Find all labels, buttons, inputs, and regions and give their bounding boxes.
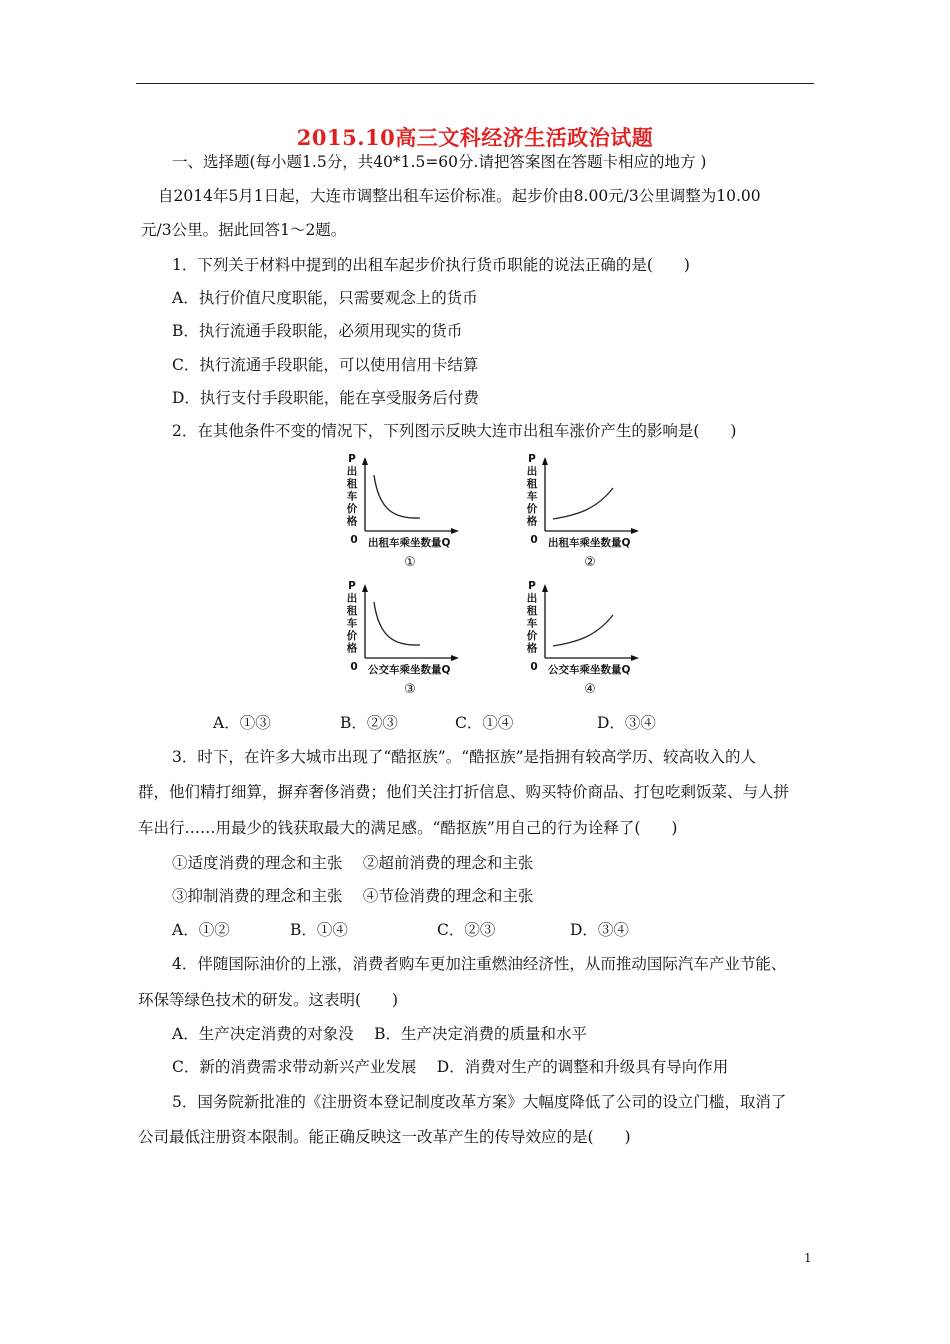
- chart-3-ylabel-char: 出: [346, 592, 358, 605]
- q4-option-ab: A．生产决定消费的对象没 B．生产决定消费的质量和水平: [172, 1025, 588, 1043]
- q1-option-b: B．执行流通手段职能，必须用现实的货币: [172, 322, 463, 340]
- chart-2-ylabel-char: 格: [526, 515, 538, 528]
- chart-2-origin: 0: [530, 534, 538, 546]
- q3-option-b: B．①④: [290, 921, 348, 939]
- q3-stem-line-2: 群，他们精打细算，摒弃奢侈消费；他们关注打折信息、购买特价商品、打包吃剩饭菜、与人拼: [138, 783, 790, 801]
- chart-3-ylabel-char: 租: [346, 605, 358, 617]
- chart-2-ylabel-char: 车: [526, 490, 538, 503]
- chart-4-ylabel-char: 租: [526, 605, 538, 617]
- chart-2-ylabel-char: 租: [526, 478, 538, 490]
- chart-4-x-arrow: [631, 655, 639, 661]
- chart-4-ylabel-char: 价: [526, 630, 538, 642]
- chart-3-panel-label: ③: [404, 682, 416, 697]
- chart-4-ylabel-char: 车: [526, 617, 538, 630]
- chart-2-x-arrow: [631, 528, 639, 534]
- chart-3-ylabel-char: 价: [346, 630, 358, 642]
- q2-option-d: D．③④: [597, 714, 656, 732]
- q2-stem: 2．在其他条件不变的情况下，下列图示反映大连市出租车涨价产生的影响是( ): [172, 422, 737, 440]
- chart-1-ylabel-char: 格: [346, 515, 358, 528]
- chart-4-curve: [553, 615, 613, 646]
- chart-2-y-arrow: [542, 457, 548, 465]
- q2-option-b: B．②③: [340, 714, 398, 732]
- q4-stem-line-1: 4．伴随国际油价的上涨，消费者购车更加注重燃油经济性，从而推动国际汽车产业节能、: [172, 955, 787, 973]
- q1-option-c: C．执行流通手段职能，可以使用信用卡结算: [172, 356, 479, 374]
- q4-option-cd: C．新的消费需求带动新兴产业发展 D．消费对生产的调整和升级具有导向作用: [172, 1058, 729, 1076]
- chart-1-ylabel-char: 价: [346, 503, 358, 515]
- chart-2-ylabel-char: 价: [526, 503, 538, 515]
- q1-option-a: A．执行价值尺度职能，只需要观念上的货币: [172, 289, 478, 307]
- chart-2-ylabel-char: 出: [526, 465, 538, 478]
- chart-3-curve: [374, 602, 420, 645]
- chart-1-ylabel-char: 租: [346, 478, 358, 490]
- chart-1-ylabel-char: 出: [346, 465, 358, 478]
- chart-2-ylabel-char: P: [528, 453, 536, 465]
- header-rule: [136, 83, 814, 84]
- intro-line-1: 自2014年5月1日起，大连市调整出租车运价标准。起步价由8.00元/3公里调整为10.00: [158, 187, 761, 205]
- q3-option-a: A．①②: [172, 921, 230, 939]
- q3-stem-line-3: 车出行……用最少的钱获取最大的满足感。“酷抠族”用自己的行为诠释了( ): [138, 819, 678, 837]
- chart-3-xlabel: 公交车乘坐数量Q: [368, 664, 451, 676]
- q1-option-d: D．执行支付手段职能，能在享受服务后付费: [172, 389, 479, 407]
- q1-stem: 1．下列关于材料中提到的出租车起步价执行货币职能的说法正确的是( ): [172, 256, 690, 274]
- chart-1-x-arrow: [451, 528, 459, 534]
- q3-option-c: C．②③: [437, 921, 496, 939]
- q2-charts: [0, 448, 950, 698]
- chart-4-y-arrow: [542, 584, 548, 592]
- chart-1-panel-label: ①: [404, 555, 416, 570]
- chart-3-y-arrow: [362, 584, 368, 592]
- q4-stem-line-2: 环保等绿色技术的研发。这表明( ): [138, 991, 399, 1009]
- q3-items-2: ③抑制消费的理念和主张 ④节俭消费的理念和主张: [172, 887, 534, 905]
- chart-2-xlabel: 出租车乘坐数量Q: [548, 537, 631, 549]
- q5-stem-line-2: 公司最低注册资本限制。能正确反映这一改革产生的传导效应的是( ): [138, 1128, 631, 1146]
- chart-4-ylabel-char: P: [528, 580, 536, 592]
- q3-items-1: ①适度消费的理念和主张 ②超前消费的理念和主张: [172, 854, 534, 872]
- chart-1-curve: [374, 475, 420, 518]
- chart-4-xlabel: 公交车乘坐数量Q: [548, 664, 631, 676]
- chart-4-origin: 0: [530, 661, 538, 673]
- q3-option-d: D．③④: [570, 921, 629, 939]
- chart-4-ylabel-char: 出: [526, 592, 538, 605]
- section-heading: 一、选择题(每小题1.5分，共40*1.5=60分.请把答案图在答题卡相应的地方 ): [172, 153, 707, 171]
- chart-2-curve: [553, 488, 613, 519]
- chart-4-panel-label: ④: [584, 682, 596, 697]
- page-title: 2015.10高三文科经济生活政治试题: [296, 125, 654, 150]
- chart-3-ylabel-char: P: [348, 580, 356, 592]
- q2-option-c: C．①④: [455, 714, 514, 732]
- chart-1-xlabel: 出租车乘坐数量Q: [368, 537, 451, 549]
- chart-3-ylabel-char: 车: [346, 617, 358, 630]
- chart-2-panel-label: ②: [584, 555, 596, 570]
- q3-stem-line-1: 3．时下，在许多大城市出现了“酷抠族”。“酷抠族”是指拥有较高学历、较高收入的人: [172, 748, 757, 766]
- q5-stem-line-1: 5．国务院新批准的《注册资本登记制度改革方案》大幅度降低了公司的设立门槛，取消了: [172, 1093, 787, 1111]
- chart-4-ylabel-char: 格: [526, 642, 538, 655]
- chart-1-origin: 0: [350, 534, 358, 546]
- chart-1-y-arrow: [362, 457, 368, 465]
- chart-3-x-arrow: [451, 655, 459, 661]
- intro-line-2: 元/3公里。据此回答1～2题。: [141, 221, 347, 239]
- chart-1-ylabel-char: P: [348, 453, 356, 465]
- page-number: 1: [804, 1251, 812, 1265]
- q2-option-a: A．①③: [213, 714, 271, 732]
- chart-3-ylabel-char: 格: [346, 642, 358, 655]
- chart-1-ylabel-char: 车: [346, 490, 358, 503]
- chart-3-origin: 0: [350, 661, 358, 673]
